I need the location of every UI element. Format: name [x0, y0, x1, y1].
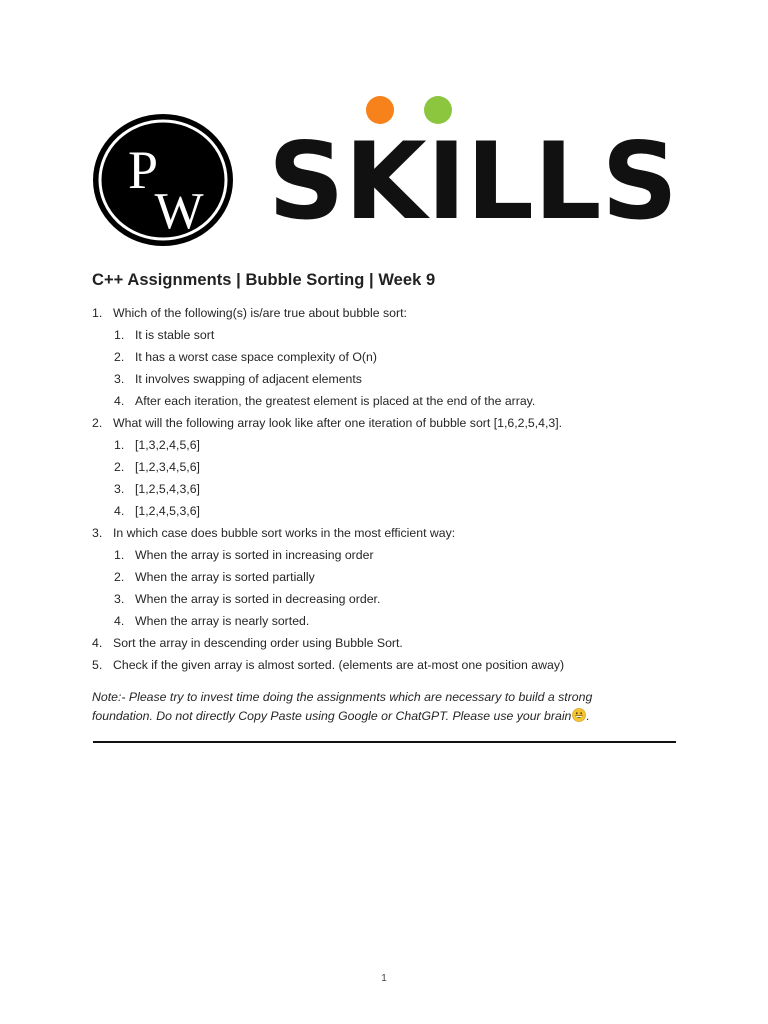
pw-logo-w: W — [154, 183, 204, 240]
question-list — [92, 302, 712, 676]
note-line-2: foundation. Do not directly Copy Paste using Google or ChatGPT. Please use your brain — [92, 709, 572, 723]
option-item-number: 1. — [114, 328, 125, 342]
option-item — [92, 566, 712, 588]
option-item-text: When the array is sorted partially — [135, 570, 315, 584]
question-item-number: 1. — [92, 306, 103, 320]
option-item-text: It is stable sort — [135, 328, 215, 342]
question-item-number: 3. — [92, 526, 103, 540]
option-item-number: 4. — [114, 504, 125, 518]
question-item-number: 2. — [92, 416, 103, 430]
note-line-1: Note:- Please try to invest time doing the assignments which are necessary to build a strong — [92, 690, 593, 704]
pw-logo — [91, 112, 235, 248]
page-number: 1 — [381, 973, 387, 984]
divider — [93, 741, 676, 743]
note-end: . — [586, 709, 590, 723]
option-item-text: [1,2,4,5,3,6] — [135, 504, 200, 518]
option-item-text: [1,3,2,4,5,6] — [135, 438, 200, 452]
option-item — [92, 478, 712, 500]
header-logos — [0, 0, 768, 260]
option-item-number: 3. — [114, 482, 125, 496]
pw-logo-p: P — [127, 140, 159, 200]
page-title: C++ Assignments | Bubble Sorting | Week 9 — [92, 271, 436, 289]
option-item-number: 1. — [114, 438, 125, 452]
option-item — [92, 368, 712, 390]
option-item-number: 2. — [114, 460, 125, 474]
option-item — [92, 500, 712, 522]
question-item-number: 4. — [92, 636, 103, 650]
note — [92, 688, 652, 726]
option-item — [92, 346, 712, 368]
option-item — [92, 390, 712, 412]
grinning-face-icon — [572, 708, 586, 722]
question-item-text: In which case does bubble sort works in the most efficient way: — [113, 526, 456, 540]
option-item-text: It involves swapping of adjacent elements — [135, 372, 362, 386]
question-item — [92, 522, 712, 544]
skills-logo — [268, 96, 680, 222]
option-item-text: After each iteration, the greatest element is placed at the end of the array. — [135, 394, 536, 408]
option-item-number: 3. — [114, 592, 125, 606]
option-item-text: When the array is sorted in increasing order — [135, 548, 374, 562]
option-item-text: [1,2,3,4,5,6] — [135, 460, 200, 474]
skills-wordmark: SKILLS — [268, 120, 678, 222]
question-item-number: 5. — [92, 658, 103, 672]
option-item — [92, 610, 712, 632]
option-item — [92, 324, 712, 346]
question-item-text: Check if the given array is almost sorted. (elements are at-most one position away) — [113, 658, 565, 672]
option-item-number: 4. — [114, 614, 125, 628]
option-item-number: 1. — [114, 548, 125, 562]
question-item — [92, 654, 712, 676]
option-item-text: [1,2,5,4,3,6] — [135, 482, 200, 496]
option-item — [92, 544, 712, 566]
option-item-text: It has a worst case space complexity of O(n) — [135, 350, 377, 364]
question-item — [92, 632, 712, 654]
question-item — [92, 412, 712, 434]
option-item — [92, 456, 712, 478]
option-item-number: 2. — [114, 570, 125, 584]
option-item-text: When the array is sorted in decreasing order. — [135, 592, 381, 606]
option-item-number: 3. — [114, 372, 125, 386]
question-item-text: Sort the array in descending order using Bubble Sort. — [113, 636, 403, 650]
option-item-text: When the array is nearly sorted. — [135, 614, 310, 628]
option-item-number: 2. — [114, 350, 125, 364]
option-item — [92, 588, 712, 610]
question-item — [92, 302, 712, 324]
question-item-text: Which of the following(s) is/are true about bubble sort: — [113, 306, 407, 320]
question-item-text: What will the following array look like after one iteration of bubble sort [1,6,2,5,4,3]. — [113, 416, 563, 430]
option-item — [92, 434, 712, 456]
option-item-number: 4. — [114, 394, 125, 408]
